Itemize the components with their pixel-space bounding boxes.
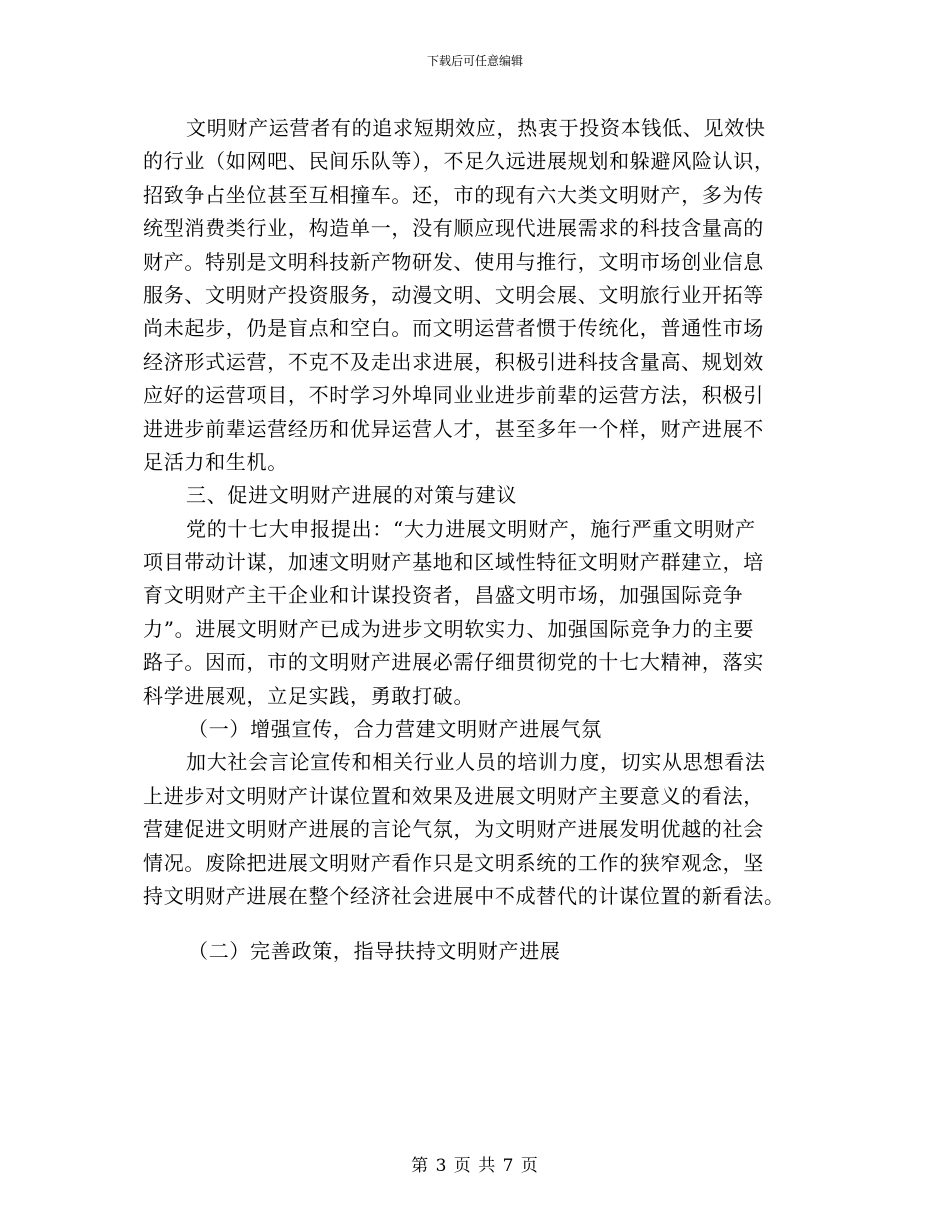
paragraph-line: 足活力和生机。 bbox=[143, 449, 288, 474]
document-body bbox=[143, 112, 808, 969]
paragraph-line: 育文明财产主干企业和计谋投资者，昌盛文明市场，加强国际竞争 bbox=[143, 583, 744, 608]
paragraph-line: 上进步对文明财产计谋位置和效果及进展文明财产主要意义的看法， bbox=[143, 783, 764, 808]
subsection-heading: （二）完善政策，指导扶持文明财产进展 bbox=[188, 939, 561, 964]
paragraph-line: 持文明财产进展在整个经济社会进展中不成替代的计谋位置的新看法。 bbox=[143, 883, 785, 908]
paragraph-line: 应好的运营项目，不时学习外埠同业业进步前辈的运营方法，积极引 bbox=[143, 383, 764, 408]
paragraph-line: 营建促进文明财产进展的言论气氛，为文明财产进展发明优越的社会 bbox=[143, 817, 764, 842]
paragraph-line: 服务、文明财产投资服务，动漫文明、文明会展、文明旅行业开拓等 bbox=[143, 282, 764, 307]
paragraph-line: 文明财产运营者有的追求短期效应，热衷于投资本钱低、见效快 bbox=[186, 116, 766, 140]
page-footer: 第 3 页 共 7 页 bbox=[411, 1156, 539, 1176]
paragraph-line: 财产。特别是文明科技新产物研发、使用与推行，文明市场创业信息 bbox=[143, 249, 764, 274]
paragraph-line: 尚未起步，仍是盲点和空白。而文明运营者惯于传统化，普通性市场 bbox=[143, 316, 764, 341]
paragraph-line: 情况。废除把进展文明财产看作只是文明系统的工作的狭窄观念，坚 bbox=[143, 850, 764, 875]
paragraph-line: 进进步前辈运营经历和优异运营人才，甚至多年一个样，财产进展不 bbox=[143, 416, 764, 441]
paragraph-line: 经济形式运营，不克不及走出求进展，积极引进科技含量高、规划效 bbox=[143, 349, 764, 374]
paragraph-line: 科学进展观，立足实践，勇敢打破。 bbox=[143, 683, 475, 708]
page-header: 下载后可任意编辑 bbox=[426, 54, 523, 68]
paragraph-line: 统型消费类行业，构造单一，没有顺应现代进展需求的科技含量高的 bbox=[143, 216, 764, 241]
paragraph-line: 党的十七大申报提出：“大力进展文明财产，施行严重文明财产 bbox=[186, 516, 756, 541]
section-heading: 三、促进文明财产进展的对策与建议 bbox=[186, 483, 518, 508]
paragraph-line: 加大社会言论宣传和相关行业人员的培训力度，切实从思想看法 bbox=[186, 750, 766, 775]
subsection-heading: （一）增强宣传，合力营建文明财产进展气氛 bbox=[188, 717, 602, 742]
paragraph-line: 路子。因而，市的文明财产进展必需仔细贯彻党的十七大精神，落实 bbox=[143, 650, 764, 675]
paragraph-line: 力”。进展文明财产已成为进步文明软实力、加强国际竞争力的主要 bbox=[143, 616, 755, 641]
paragraph-line: 的行业（如网吧、民间乐队等），不足久远进展规划和躲避风险认识， bbox=[143, 149, 775, 174]
paragraph-line: 项目带动计谋，加速文明财产基地和区域性特征文明财产群建立，培 bbox=[143, 550, 764, 575]
paragraph-line: 招致争占坐位甚至互相撞车。还，市的现有六大类文明财产，多为传 bbox=[143, 182, 764, 207]
